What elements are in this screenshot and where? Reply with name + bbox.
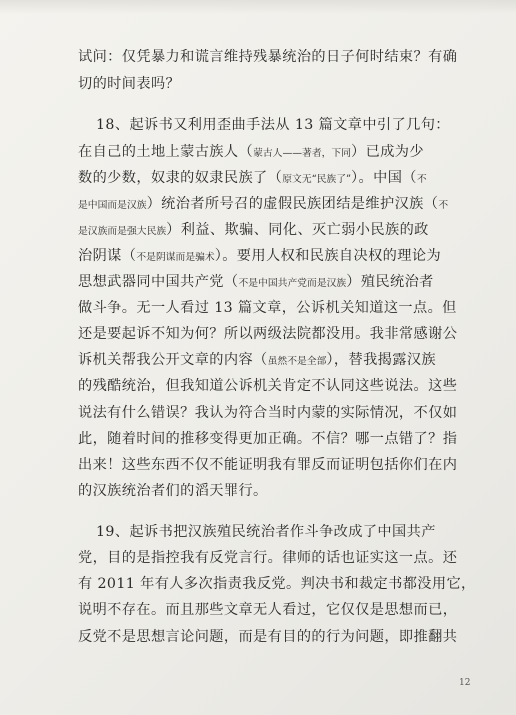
body-text: ）利益、欺骗、同化、灭亡弱小民族的政 xyxy=(166,222,429,238)
body-text: 诉机关帮我公开文章的内容（ xyxy=(78,352,268,368)
body-text: 数的少数，奴隶的奴隶民族了（ xyxy=(78,170,283,186)
body-text: 在自己的土地上蒙古族人（ xyxy=(78,144,254,160)
body-text: 有 2011 年有人多次指责我反党。判决书和裁定书都没用它， xyxy=(78,576,476,592)
body-text: 的汉族统治者们的滔天罪行。 xyxy=(78,483,268,499)
annotation-text: 原文无“民族了” xyxy=(282,174,352,185)
annotation-text: 不 xyxy=(438,200,449,211)
text-line xyxy=(78,47,457,67)
text-line xyxy=(78,403,457,423)
text-line xyxy=(78,324,457,344)
text-line xyxy=(96,522,436,542)
body-text: 的残酷统治，但我知道公诉机关肯定不认同这些说法。这些 xyxy=(78,378,458,394)
body-text: 切的时间表吗？ xyxy=(78,76,181,92)
annotation-text: 不是中国共产党而是汉族 xyxy=(238,278,347,289)
body-text: ）已成为少 xyxy=(351,144,424,160)
body-text: 说法有什么错误？我认为符合当时内蒙的实际情况，不仅如 xyxy=(78,405,458,421)
body-text: 说明不存在。而且那些文章无人看过，它仅仅是思想而已， xyxy=(78,602,458,618)
text-line xyxy=(78,429,457,449)
body-text: 试问：仅凭暴力和谎言维持残暴统治的日子何时结束？有确 xyxy=(78,49,458,65)
text-line xyxy=(78,548,457,568)
text-line xyxy=(78,142,424,164)
annotation-text: 是汉族而是强大民族 xyxy=(78,226,167,237)
body-text: 此，随着时间的推移变得更加正确。不信？哪一点错了？指 xyxy=(78,431,458,447)
text-line xyxy=(78,220,429,242)
text-line xyxy=(78,74,180,94)
annotation-text: 不 xyxy=(416,174,427,185)
text-line xyxy=(78,455,457,475)
body-text: ）。要用人权和民族自决权的理论为 xyxy=(214,248,442,264)
text-line xyxy=(78,376,457,396)
body-text: 18、起诉书又利用歪曲手法从 13 篇文章中引了几句： xyxy=(96,117,450,133)
text-line xyxy=(78,194,448,216)
text-line xyxy=(78,168,427,190)
annotation-text: 虽然不是全部 xyxy=(267,356,327,367)
body-text: 19、起诉书把汉族殖民统治者作斗争改成了中国共产 xyxy=(96,524,436,540)
text-line xyxy=(78,350,436,372)
annotation-text: 是中国而是汉族 xyxy=(78,200,147,211)
annotation-text: 蒙古人——著者，下同 xyxy=(253,148,352,159)
body-text: ），替我揭露汉族 xyxy=(326,352,437,368)
body-text: 做斗争。无一人看过 13 篇文章，公诉机关知道这一点。但 xyxy=(78,300,457,316)
text-line xyxy=(78,574,476,594)
body-text: 出来！这些东西不仅不能证明我有罪反而证明包括你们在内 xyxy=(78,457,458,473)
text-line xyxy=(78,627,457,647)
body-text: 思想武器同中国共产党（ xyxy=(78,274,239,290)
page-number: 12 xyxy=(459,678,471,688)
text-line xyxy=(78,298,457,318)
body-text: ）殖民统治者 xyxy=(346,274,434,290)
body-text: 治阴谋（ xyxy=(78,248,137,264)
text-line xyxy=(96,115,450,135)
text-line xyxy=(78,272,434,294)
body-text: ）统治者所号召的虚假民族团结是维护汉族（ xyxy=(146,196,439,212)
text-line xyxy=(78,481,268,501)
body-text: 还是要起诉不知为何？所以两级法院都没用。我非常感谢公 xyxy=(78,326,458,342)
annotation-text: 不是阴谋而是骗术 xyxy=(136,252,215,263)
text-line xyxy=(78,600,457,620)
text-line xyxy=(78,246,441,268)
body-text: 党，目的是指控我有反党言行。律师的话也证实这一点。还 xyxy=(78,550,458,566)
body-text: ）。中国（ xyxy=(351,170,417,186)
body-text: 反党不是思想言论问题，而是有目的的行为问题，即推翻共 xyxy=(78,629,458,645)
